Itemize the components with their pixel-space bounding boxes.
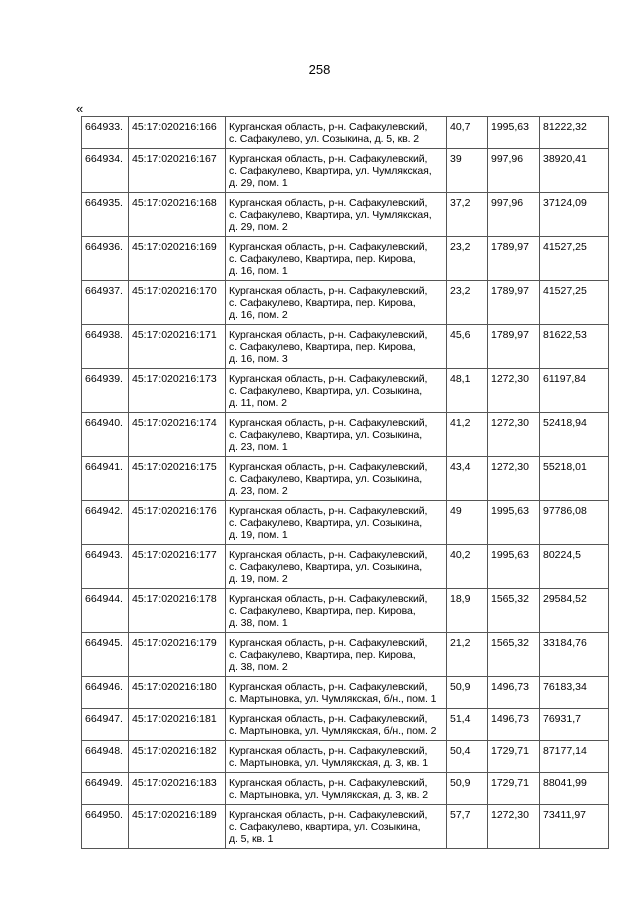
area-cell: 57,7 xyxy=(447,805,488,849)
table-row xyxy=(82,677,609,709)
address-cell xyxy=(226,149,447,193)
row-number-cell: 664939. xyxy=(82,369,129,413)
unit-price-cell: 1995,63 xyxy=(488,501,540,545)
address-line: с. Сафакулево, Квартира, ул. Созыкина, xyxy=(229,473,423,485)
address-cell xyxy=(226,237,447,281)
address-cell xyxy=(226,193,447,237)
cadastral-number-cell: 45:17:020216:189 xyxy=(129,805,226,849)
address-line: д. 19, пом. 2 xyxy=(229,573,288,585)
address-line: Курганская область, р-н. Сафакулевский, xyxy=(229,461,428,473)
table-row xyxy=(82,325,609,369)
address-line: Курганская область, р-н. Сафакулевский, xyxy=(229,505,428,517)
unit-price-cell: 1789,97 xyxy=(488,281,540,325)
cadastral-number-cell: 45:17:020216:171 xyxy=(129,325,226,369)
area-cell: 40,2 xyxy=(447,545,488,589)
unit-price-cell: 1496,73 xyxy=(488,677,540,709)
row-number-cell: 664933. xyxy=(82,117,129,149)
area-cell: 23,2 xyxy=(447,237,488,281)
area-cell: 48,1 xyxy=(447,369,488,413)
table-row xyxy=(82,369,609,413)
cadastral-cost-cell: 61197,84 xyxy=(540,369,609,413)
area-cell: 18,9 xyxy=(447,589,488,633)
cadastral-cost-cell: 81222,32 xyxy=(540,117,609,149)
address-line: с. Сафакулево, Квартира, ул. Созыкина, xyxy=(229,429,423,441)
address-line: д. 23, пом. 2 xyxy=(229,485,288,497)
cadastral-number-cell: 45:17:020216:169 xyxy=(129,237,226,281)
table-row xyxy=(82,805,609,849)
row-number-cell: 664936. xyxy=(82,237,129,281)
address-line: Курганская область, р-н. Сафакулевский, xyxy=(229,637,428,649)
unit-price-cell: 1729,71 xyxy=(488,773,540,805)
area-cell: 39 xyxy=(447,149,488,193)
unit-price-cell: 1729,71 xyxy=(488,741,540,773)
address-cell xyxy=(226,281,447,325)
cadastral-cost-cell: 41527,25 xyxy=(540,237,609,281)
cadastral-cost-cell: 29584,52 xyxy=(540,589,609,633)
unit-price-cell: 1565,32 xyxy=(488,589,540,633)
address-line: Курганская область, р-н. Сафакулевский, xyxy=(229,373,428,385)
opening-quote-mark: « xyxy=(76,101,84,116)
cadastral-number-cell: 45:17:020216:175 xyxy=(129,457,226,501)
address-line: с. Сафакулево, Квартира, ул. Созыкина, xyxy=(229,385,423,397)
table-row xyxy=(82,457,609,501)
address-cell xyxy=(226,325,447,369)
unit-price-cell: 1565,32 xyxy=(488,633,540,677)
address-line: Курганская область, р-н. Сафакулевский, xyxy=(229,285,428,297)
table-row xyxy=(82,117,609,149)
address-line: д. 29, пом. 1 xyxy=(229,177,288,189)
address-line: с. Сафакулево, Квартира, пер. Кирова, xyxy=(229,605,416,617)
row-number-cell: 664945. xyxy=(82,633,129,677)
unit-price-cell: 1272,30 xyxy=(488,413,540,457)
table-row xyxy=(82,237,609,281)
unit-price-cell: 997,96 xyxy=(488,193,540,237)
area-cell: 50,9 xyxy=(447,677,488,709)
address-line: с. Сафакулево, квартира, ул. Созыкина, xyxy=(229,821,421,833)
address-line: Курганская область, р-н. Сафакулевский, xyxy=(229,809,428,821)
cadastral-number-cell: 45:17:020216:167 xyxy=(129,149,226,193)
table-row xyxy=(82,709,609,741)
cadastral-cost-cell: 38920,41 xyxy=(540,149,609,193)
cadastral-number-cell: 45:17:020216:176 xyxy=(129,501,226,545)
row-number-cell: 664950. xyxy=(82,805,129,849)
area-cell: 21,2 xyxy=(447,633,488,677)
address-line: д. 16, пом. 2 xyxy=(229,309,288,321)
unit-price-cell: 1789,97 xyxy=(488,237,540,281)
cadastral-number-cell: 45:17:020216:168 xyxy=(129,193,226,237)
cadastral-number-cell: 45:17:020216:173 xyxy=(129,369,226,413)
unit-price-cell: 1272,30 xyxy=(488,805,540,849)
cadastral-number-cell: 45:17:020216:183 xyxy=(129,773,226,805)
row-number-cell: 664934. xyxy=(82,149,129,193)
table-row xyxy=(82,501,609,545)
cadastral-number-cell: 45:17:020216:174 xyxy=(129,413,226,457)
address-line: д. 38, пом. 1 xyxy=(229,617,288,629)
cadastral-number-cell: 45:17:020216:182 xyxy=(129,741,226,773)
row-number-cell: 664944. xyxy=(82,589,129,633)
cadastral-cost-cell: 41527,25 xyxy=(540,281,609,325)
address-line: Курганская область, р-н. Сафакулевский, xyxy=(229,153,428,165)
row-number-cell: 664942. xyxy=(82,501,129,545)
address-line: с. Мартыновка, ул. Чумлякская, д. 3, кв. 2 xyxy=(229,789,429,801)
cadastral-cost-cell: 33184,76 xyxy=(540,633,609,677)
row-number-cell: 664948. xyxy=(82,741,129,773)
unit-price-cell: 997,96 xyxy=(488,149,540,193)
page-number: 258 xyxy=(308,62,331,77)
row-number-cell: 664940. xyxy=(82,413,129,457)
address-line: с. Мартыновка, ул. Чумлякская, б/н., пом. 2 xyxy=(229,725,437,737)
cadastral-number-cell: 45:17:020216:181 xyxy=(129,709,226,741)
cadastral-number-cell: 45:17:020216:166 xyxy=(129,117,226,149)
address-cell xyxy=(226,773,447,805)
address-line: д. 29, пом. 2 xyxy=(229,221,288,233)
address-line: д. 19, пом. 1 xyxy=(229,529,288,541)
address-cell xyxy=(226,709,447,741)
address-line: Курганская область, р-н. Сафакулевский, xyxy=(229,329,428,341)
property-registry-table xyxy=(81,116,609,849)
address-cell xyxy=(226,741,447,773)
cadastral-number-cell: 45:17:020216:179 xyxy=(129,633,226,677)
unit-price-cell: 1995,63 xyxy=(488,545,540,589)
address-line: с. Сафакулево, Квартира, ул. Созыкина, xyxy=(229,517,423,529)
address-line: Курганская область, р-н. Сафакулевский, xyxy=(229,593,428,605)
cadastral-cost-cell: 80224,5 xyxy=(540,545,609,589)
row-number-cell: 664947. xyxy=(82,709,129,741)
address-line: Курганская область, р-н. Сафакулевский, xyxy=(229,121,428,133)
cadastral-number-cell: 45:17:020216:178 xyxy=(129,589,226,633)
address-line: Курганская область, р-н. Сафакулевский, xyxy=(229,241,428,253)
address-line: с. Мартыновка, ул. Чумлякская, д. 3, кв. 1 xyxy=(229,757,429,769)
row-number-cell: 664935. xyxy=(82,193,129,237)
area-cell: 41,2 xyxy=(447,413,488,457)
unit-price-cell: 1496,73 xyxy=(488,709,540,741)
address-line: Курганская область, р-н. Сафакулевский, xyxy=(229,713,428,725)
cadastral-cost-cell: 55218,01 xyxy=(540,457,609,501)
cadastral-cost-cell: 37124,09 xyxy=(540,193,609,237)
area-cell: 50,4 xyxy=(447,741,488,773)
address-line: с. Мартыновка, ул. Чумлякская, б/н., пом. 1 xyxy=(229,693,437,705)
unit-price-cell: 1995,63 xyxy=(488,117,540,149)
row-number-cell: 664946. xyxy=(82,677,129,709)
cadastral-cost-cell: 76931,7 xyxy=(540,709,609,741)
area-cell: 51,4 xyxy=(447,709,488,741)
address-line: с. Сафакулево, Квартира, пер. Кирова, xyxy=(229,341,416,353)
address-cell xyxy=(226,677,447,709)
row-number-cell: 664949. xyxy=(82,773,129,805)
address-line: д. 16, пом. 1 xyxy=(229,265,288,277)
area-cell: 37,2 xyxy=(447,193,488,237)
area-cell: 40,7 xyxy=(447,117,488,149)
address-line: д. 23, пом. 1 xyxy=(229,441,288,453)
cadastral-number-cell: 45:17:020216:177 xyxy=(129,545,226,589)
table-row xyxy=(82,193,609,237)
address-line: с. Сафакулево, Квартира, ул. Чумлякская, xyxy=(229,209,432,221)
address-line: д. 38, пом. 2 xyxy=(229,661,288,673)
address-line: с. Сафакулево, Квартира, пер. Кирова, xyxy=(229,297,416,309)
address-line: Курганская область, р-н. Сафакулевский, xyxy=(229,681,428,693)
address-cell xyxy=(226,117,447,149)
address-line: с. Сафакулево, Квартира, пер. Кирова, xyxy=(229,253,416,265)
address-line: с. Сафакулево, Квартира, ул. Чумлякская, xyxy=(229,165,432,177)
cadastral-cost-cell: 81622,53 xyxy=(540,325,609,369)
cadastral-cost-cell: 76183,34 xyxy=(540,677,609,709)
cadastral-number-cell: 45:17:020216:180 xyxy=(129,677,226,709)
cadastral-number-cell: 45:17:020216:170 xyxy=(129,281,226,325)
address-cell xyxy=(226,457,447,501)
table-row xyxy=(82,413,609,457)
table-row xyxy=(82,281,609,325)
address-line: Курганская область, р-н. Сафакулевский, xyxy=(229,197,428,209)
address-line: Курганская область, р-н. Сафакулевский, xyxy=(229,745,428,757)
table-row xyxy=(82,589,609,633)
table-row xyxy=(82,773,609,805)
cadastral-cost-cell: 52418,94 xyxy=(540,413,609,457)
address-cell xyxy=(226,369,447,413)
area-cell: 50,9 xyxy=(447,773,488,805)
area-cell: 43,4 xyxy=(447,457,488,501)
area-cell: 23,2 xyxy=(447,281,488,325)
address-line: с. Сафакулево, ул. Созыкина, д. 5, кв. 2 xyxy=(229,133,419,145)
unit-price-cell: 1272,30 xyxy=(488,369,540,413)
area-cell: 49 xyxy=(447,501,488,545)
address-line: с. Сафакулево, Квартира, пер. Кирова, xyxy=(229,649,416,661)
registry-table-body xyxy=(82,117,609,849)
address-cell xyxy=(226,545,447,589)
address-line: д. 5, кв. 1 xyxy=(229,833,274,845)
table-row xyxy=(82,741,609,773)
row-number-cell: 664937. xyxy=(82,281,129,325)
row-number-cell: 664943. xyxy=(82,545,129,589)
address-line: д. 16, пом. 3 xyxy=(229,353,288,365)
address-line: Курганская область, р-н. Сафакулевский, xyxy=(229,549,428,561)
cadastral-cost-cell: 97786,08 xyxy=(540,501,609,545)
table-row xyxy=(82,633,609,677)
address-cell xyxy=(226,413,447,457)
table-row xyxy=(82,149,609,193)
row-number-cell: 664941. xyxy=(82,457,129,501)
table-row xyxy=(82,545,609,589)
area-cell: 45,6 xyxy=(447,325,488,369)
address-line: Курганская область, р-н. Сафакулевский, xyxy=(229,417,428,429)
address-cell xyxy=(226,633,447,677)
address-cell xyxy=(226,589,447,633)
cadastral-cost-cell: 88041,99 xyxy=(540,773,609,805)
cadastral-cost-cell: 73411,97 xyxy=(540,805,609,849)
address-cell xyxy=(226,501,447,545)
unit-price-cell: 1789,97 xyxy=(488,325,540,369)
address-line: д. 11, пом. 2 xyxy=(229,397,287,409)
unit-price-cell: 1272,30 xyxy=(488,457,540,501)
address-cell xyxy=(226,805,447,849)
address-line: Курганская область, р-н. Сафакулевский, xyxy=(229,777,428,789)
address-line: с. Сафакулево, Квартира, ул. Созыкина, xyxy=(229,561,423,573)
cadastral-cost-cell: 87177,14 xyxy=(540,741,609,773)
row-number-cell: 664938. xyxy=(82,325,129,369)
